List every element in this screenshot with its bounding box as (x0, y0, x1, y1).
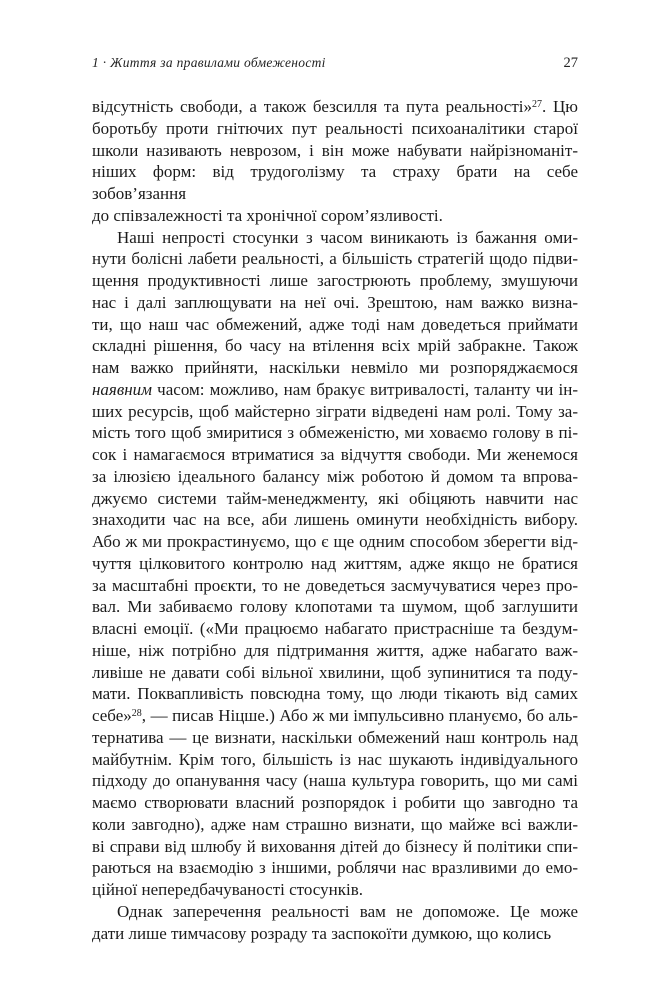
text-line: за масштабні проєкти, то не доведеться засмучуватися через про- (92, 575, 578, 595)
text-line: боротьбу проти гнітючих пут реальності психоаналітики старої (92, 118, 578, 138)
text-line: ливіше не давати собі вільної хвилини, щоб зупинитися та поду- (92, 662, 578, 682)
text-line: майбутнім. Крім того, більшість із нас шукають індивідуального (92, 749, 578, 769)
text-line: нути болісні лабети реальності, а більшість стратегій щодо підви- (92, 249, 578, 269)
text-line: наявним часом: можливо, нам бракує витривалості, таланту чи ін- (92, 379, 578, 399)
text-line: ційної непередбачуваності стосунків. (92, 880, 363, 899)
text-line: чуття цілковитого контролю над життям, адже якщо не братися (92, 553, 578, 573)
text-line: Або ж ми прокрастинуємо, що є ще одним способом зберегти від- (92, 532, 578, 551)
text-line: маємо створювати власний розпорядок і робити що завгодно та (92, 793, 578, 812)
text-line: себе»$^{28}$, — писав Ніцше.) Або ж ми імпульсивно плануємо, бо аль- (92, 706, 578, 725)
paragraph (92, 96, 578, 227)
text-line: Однак заперечення реальності вам не допоможе. Це може (117, 901, 578, 921)
page-number: 27 (563, 55, 578, 71)
text-line: джуємо системи тайм-менеджменту, які обіцяють навчити нас (92, 488, 578, 508)
text-line: раються на взаємодію з іншими, роблячи нас вразливими до емо- (92, 858, 578, 878)
text-line: коли завгодно), адже нам страшно визнати, що майже всі важли- (92, 814, 578, 834)
text-line: нас і далі заплющувати на неї очі. Зрештою, нам важко визна- (92, 292, 578, 312)
text-line: ві справи від шлюбу й виховання дітей до бізнесу й політики спи- (92, 836, 578, 856)
body-text (92, 96, 578, 944)
text-line: вал. Ми забиваємо голову клопотами та шумом, щоб заглушити (92, 597, 578, 617)
text-line: дати лише тимчасову розраду та заспокоїти думкою, що колись (92, 923, 552, 943)
text-line: мість того щоб змиритися з обмеженістю, ми ховаємо голову в пі- (92, 423, 578, 443)
text-line: школи називають неврозом, і він може набувати найрізноманіт- (92, 140, 578, 160)
text-line: за ілюзією ідеального балансу між роботою й домом та впрова- (92, 466, 578, 486)
text-line: складні рішення, бо часу на втілення всіх мрій забракне. Також (92, 336, 578, 356)
text-line: тернатива — це визнати, наскільки обмежений наш контроль над (92, 727, 578, 747)
text-line: нам важко прийняти, наскільки невміло ми розпоряджаємося (92, 358, 578, 377)
text-line: щення продуктивності лише загострюють проблему, змушуючи (92, 271, 578, 290)
text-line: знаходити час на все, аби лишень оминути необхідність вибору. (92, 510, 578, 530)
text-line: ніших форм: від трудоголізму та страху брати на себе зобов’язання (92, 162, 578, 203)
text-line: власні емоції. («Ми працюємо набагато пристрасніше та бездум- (92, 619, 578, 638)
text-line: мати. Поквапливість повсюдна тому, що люди тікають від самих (92, 684, 578, 704)
text-line: відсутність свободи, а також безсилля та пута реальності»$^{27}$. Цю (92, 97, 578, 116)
text-line: ти, що наш час обмежений, адже тоді нам доведеться приймати (92, 314, 578, 334)
text-line: ніше, ніж потрібно для підтримання життя, адже набагато важ- (92, 640, 578, 660)
running-header (92, 55, 578, 72)
text-line: підходу до опанування часу (наша культура говорить, що ми самі (92, 771, 578, 791)
text-line: до співзалежності та хронічної сором’язливості. (92, 205, 443, 225)
text-line: ших ресурсів, щоб майстерно зіграти відведені нам ролі. Тому за- (92, 401, 578, 421)
text-line: Наші непрості стосунки з часом виникають із бажання оми- (117, 227, 578, 247)
chapter-title: 1 · Життя за правилами обмеженості (92, 55, 326, 70)
paragraph (92, 901, 578, 945)
text-line: сок і намагаємося втриматися за відчуття свободи. Ми женемося (92, 445, 578, 464)
paragraph (92, 227, 578, 901)
